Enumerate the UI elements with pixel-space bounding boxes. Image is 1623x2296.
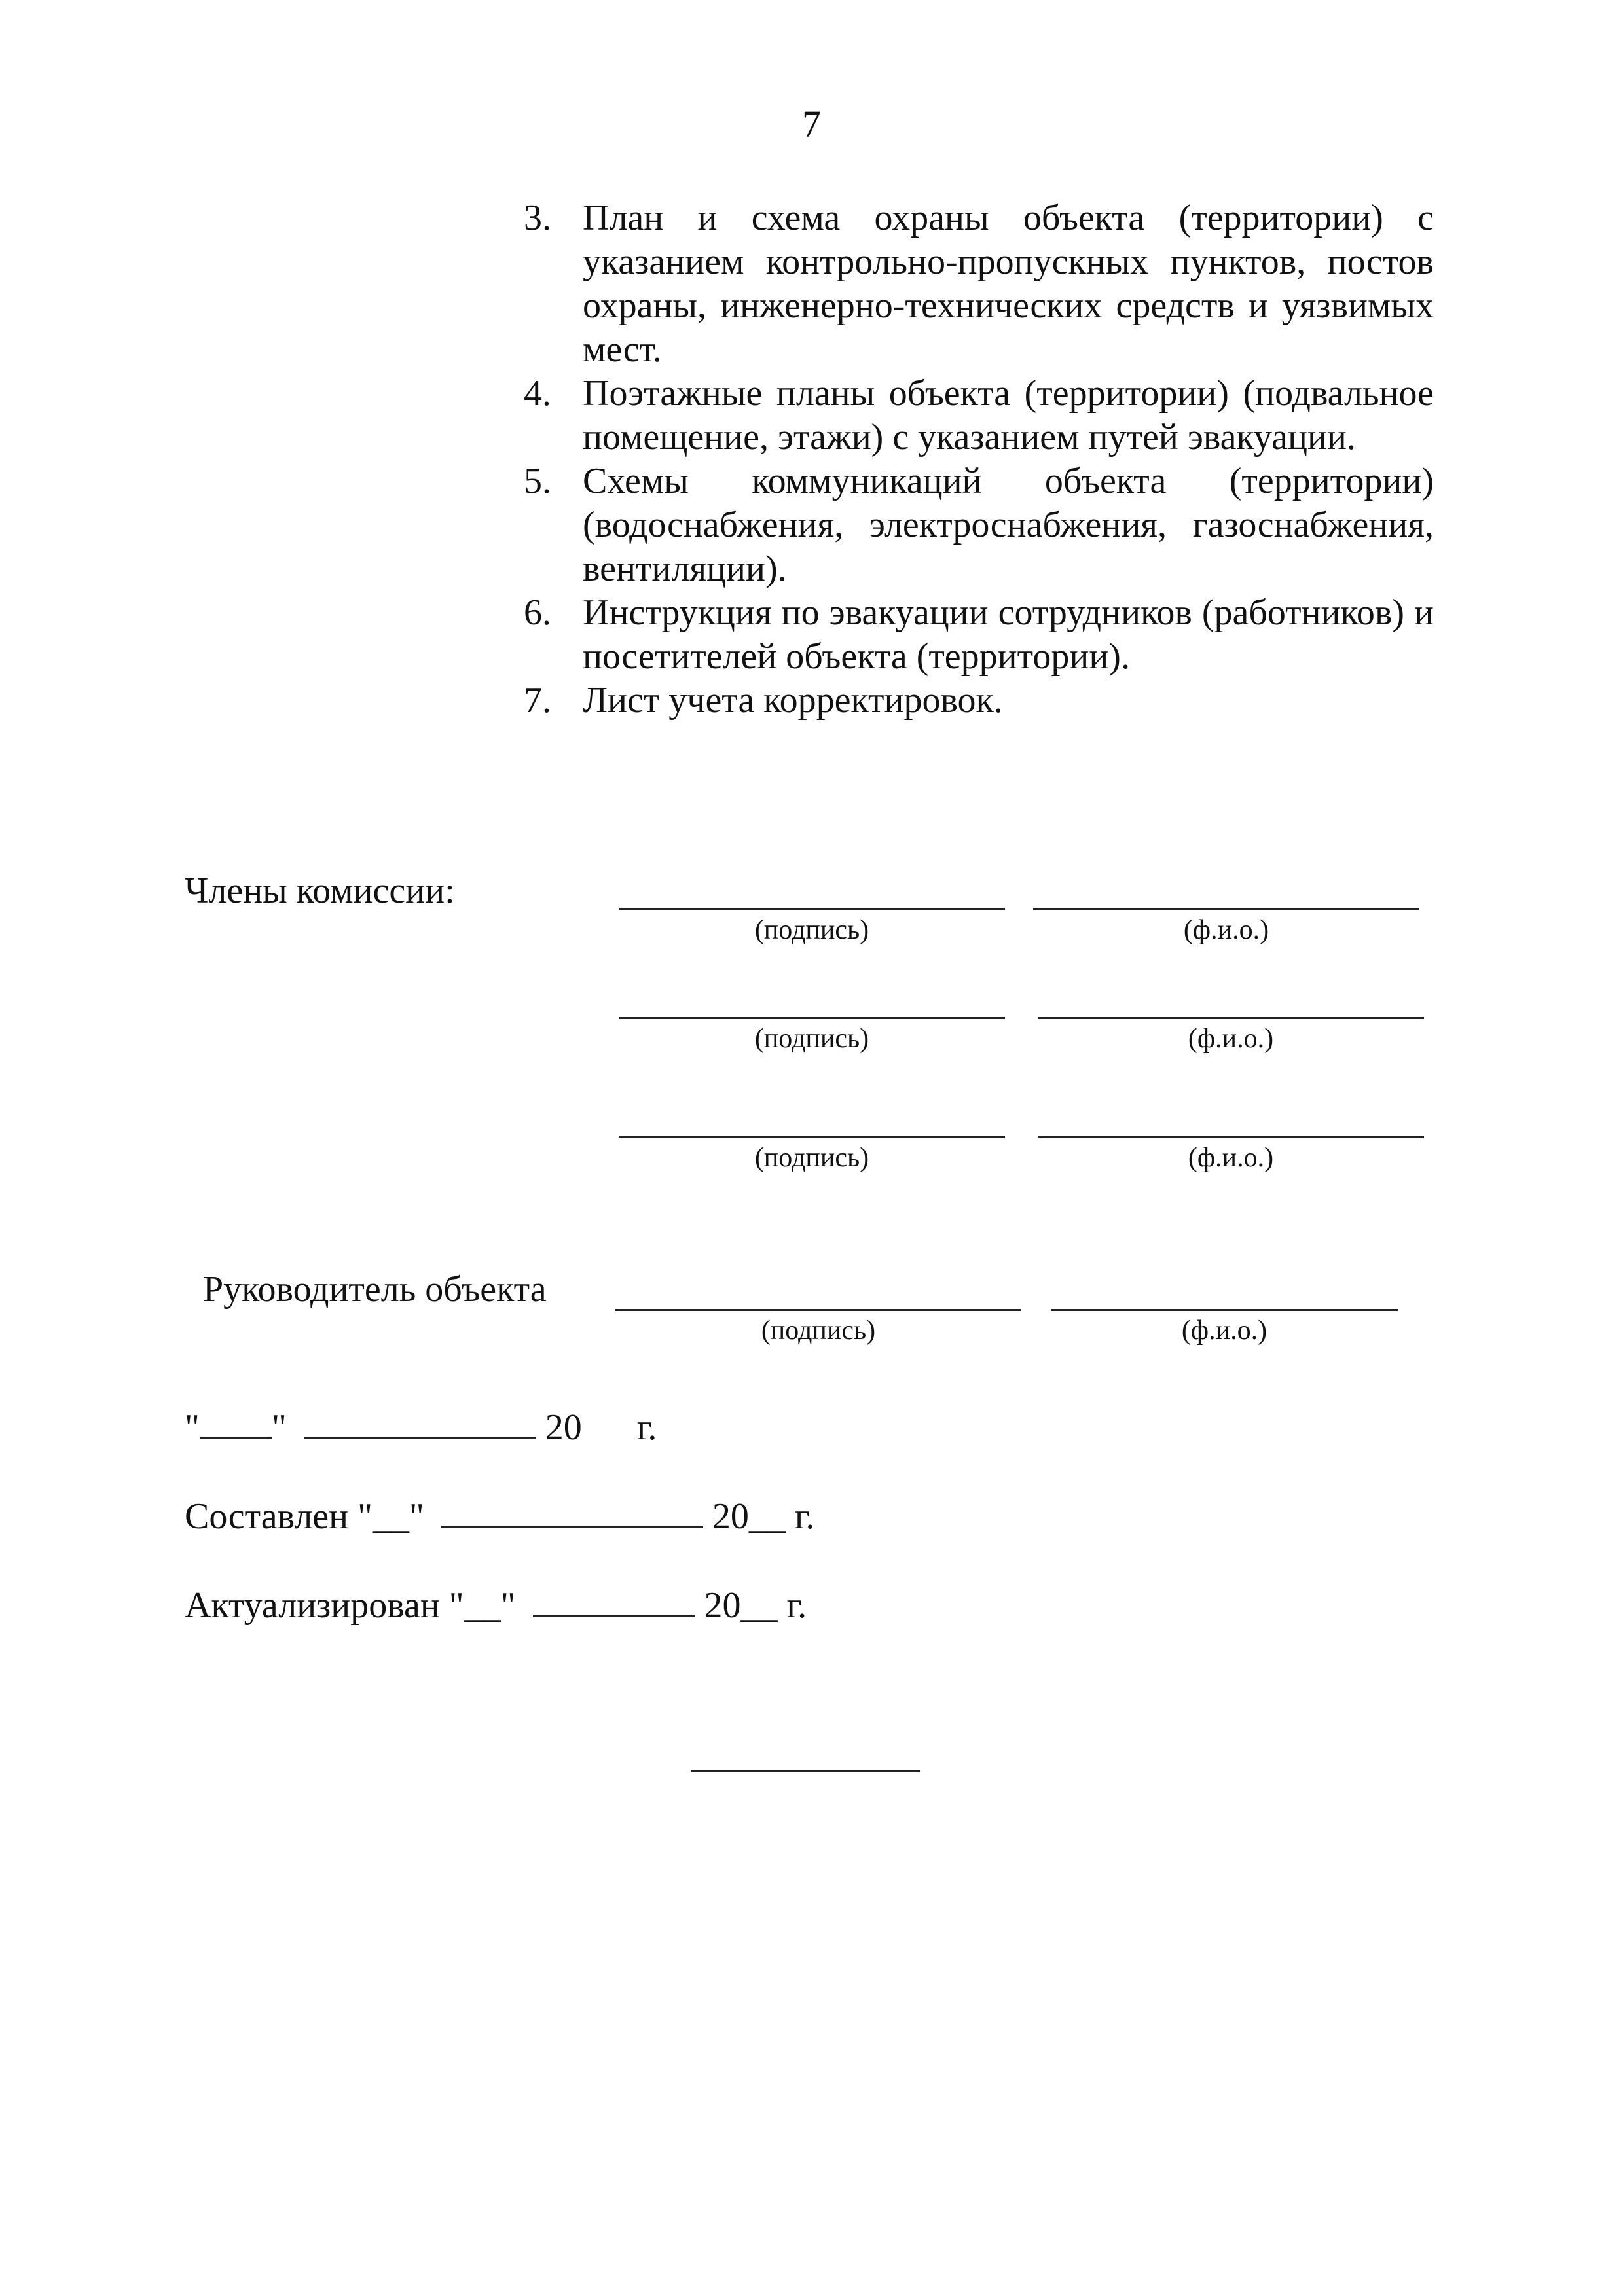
head-signature-line[interactable] — [615, 1309, 1021, 1311]
list-item — [524, 591, 1434, 679]
date-day-field[interactable] — [200, 1408, 272, 1439]
name-caption: (ф.и.о.) — [1188, 1024, 1274, 1054]
list-item-number: 7. — [524, 680, 551, 721]
date-close-quote: " — [271, 1407, 287, 1448]
commission-name-line-3[interactable] — [1038, 1136, 1424, 1138]
list-item — [524, 196, 1434, 372]
signature-caption: (подпись) — [754, 1024, 869, 1054]
updated-line — [185, 1584, 807, 1627]
signature-caption: (подпись) — [754, 1143, 869, 1173]
date-year-suffix: г. — [636, 1407, 657, 1448]
commission-signature-line-3[interactable] — [619, 1136, 1005, 1138]
list-item-text: Инструкция по эвакуации сотрудников (работников) и посетителей объекта (территории). — [583, 592, 1434, 677]
commission-label: Члены комиссии: — [185, 870, 455, 911]
commission-signature-line-1[interactable] — [619, 908, 1005, 910]
head-name-line[interactable] — [1051, 1309, 1398, 1311]
list-item-text: План и схема охраны объекта (территории) с указанием контрольно-пропускных пунктов, постов охраны, инженерно-технических средств и уязвимых мест. — [583, 198, 1434, 370]
closing-rule — [691, 1770, 920, 1772]
compiled-label: Составлен "__" — [185, 1496, 424, 1537]
name-caption: (ф.и.о.) — [1181, 1316, 1267, 1346]
commission-name-line-2[interactable] — [1038, 1017, 1424, 1019]
list-item-number: 3. — [524, 198, 551, 238]
list-item-text: Поэтажные планы объекта (территории) (подвальное помещение, этажи) с указанием путей эвакуации. — [583, 373, 1434, 457]
date-year-prefix: 20 — [545, 1407, 582, 1448]
name-caption: (ф.и.о.) — [1188, 1143, 1274, 1173]
list-item — [524, 679, 1434, 723]
date-line — [185, 1406, 657, 1449]
compiled-month-field[interactable] — [441, 1498, 703, 1528]
signature-caption: (подпись) — [754, 915, 869, 945]
commission-name-line-1[interactable] — [1033, 908, 1419, 910]
updated-label: Актуализирован "__" — [185, 1585, 516, 1626]
list-item — [524, 372, 1434, 459]
commission-signature-line-2[interactable] — [619, 1017, 1005, 1019]
list-item-number: 6. — [524, 592, 551, 633]
page-number: 7 — [802, 103, 821, 145]
list-item-text: Схемы коммуникаций объекта (территории) (водоснабжения, электроснабжения, газоснабжения, вентиляции). — [583, 461, 1434, 589]
list-item — [524, 459, 1434, 591]
name-caption: (ф.и.о.) — [1183, 915, 1269, 945]
list-item-number: 4. — [524, 373, 551, 414]
compiled-year: 20__ г. — [712, 1496, 815, 1537]
updated-year: 20__ г. — [704, 1585, 807, 1626]
appendix-list — [524, 196, 1434, 723]
date-month-field[interactable] — [304, 1408, 536, 1439]
signature-caption: (подпись) — [761, 1316, 876, 1346]
date-open-quote: " — [185, 1407, 200, 1448]
head-label: Руководитель объекта — [203, 1269, 547, 1310]
compiled-line — [185, 1495, 814, 1538]
list-item-text: Лист учета корректировок. — [583, 680, 1003, 721]
updated-month-field[interactable] — [533, 1587, 695, 1617]
list-item-number: 5. — [524, 461, 551, 501]
